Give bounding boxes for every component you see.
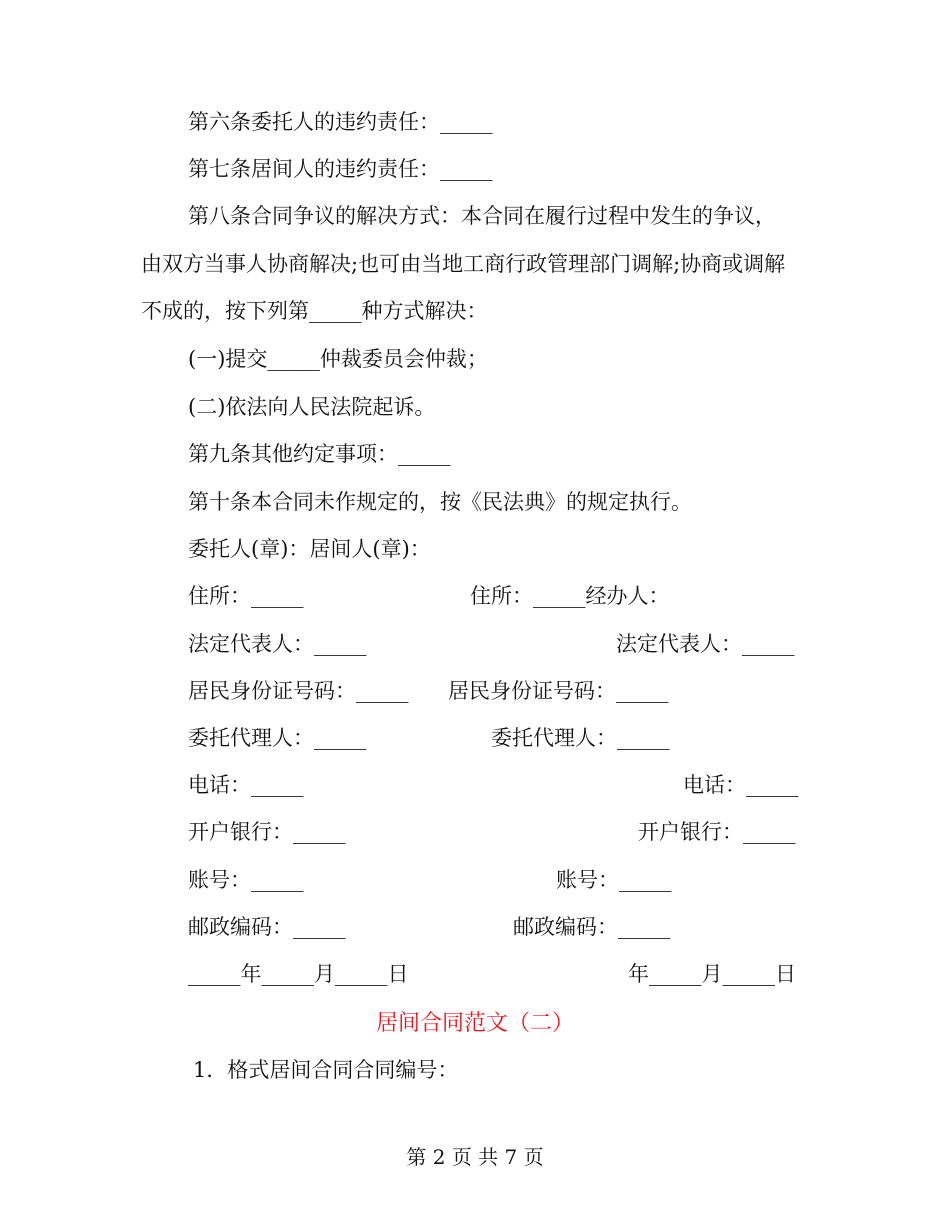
article-8-line-3: 不成的，按下列第_____种方式解决： bbox=[141, 299, 488, 323]
article-8-line-1: 第八条合同争议的解决方式：本合同在履行过程中发生的争议， bbox=[188, 204, 776, 228]
phone-right: 电话：_____ bbox=[683, 773, 799, 797]
article-8-line-2: 由双方当事人协商解决;也可由当地工商行政管理部门调解;协商或调解 bbox=[141, 252, 786, 276]
id-number-right: 居民身份证号码：_____ bbox=[448, 679, 669, 703]
article-9: 第九条其他约定事项：_____ bbox=[188, 442, 451, 466]
section-2-heading: 居间合同范文（二） bbox=[375, 1011, 574, 1036]
page-footer: 第 2 页 共 7 页 bbox=[406, 1145, 544, 1169]
agent-right: 委托代理人：_____ bbox=[491, 726, 670, 750]
article-6: 第六条委托人的违约责任：_____ bbox=[188, 110, 493, 134]
date-right: 年_____月_____日 bbox=[628, 962, 796, 986]
agent-left: 委托代理人：_____ bbox=[188, 726, 367, 750]
article-10: 第十条本合同未作规定的，按《民法典》的规定执行。 bbox=[188, 490, 692, 514]
signature-parties: 委托人(章)：居间人(章)： bbox=[188, 537, 431, 561]
phone-left: 电话：_____ bbox=[188, 773, 304, 797]
account-right: 账号：_____ bbox=[556, 868, 672, 892]
postcode-left: 邮政编码：_____ bbox=[188, 915, 346, 939]
account-left: 账号：_____ bbox=[188, 868, 304, 892]
postcode-right: 邮政编码：_____ bbox=[513, 915, 671, 939]
section-2-item-1: 1．格式居间合同合同编号： bbox=[193, 1058, 459, 1082]
option-1: (一)提交_____仲裁委员会仲裁； bbox=[188, 347, 488, 371]
bank-right: 开户银行：_____ bbox=[638, 820, 796, 844]
option-2: (二)依法向人民法院起诉。 bbox=[188, 395, 436, 419]
article-7: 第七条居间人的违约责任：_____ bbox=[188, 157, 493, 181]
id-number-left: 居民身份证号码：_____ bbox=[188, 679, 409, 703]
legal-rep-right: 法定代表人：_____ bbox=[616, 632, 795, 656]
address-right: 住所：_____经办人： bbox=[470, 584, 670, 608]
bank-left: 开户银行：_____ bbox=[188, 820, 346, 844]
date-left: _____年_____月_____日 bbox=[188, 962, 409, 986]
address-left: 住所：_____ bbox=[188, 584, 304, 608]
legal-rep-left: 法定代表人：_____ bbox=[188, 632, 367, 656]
